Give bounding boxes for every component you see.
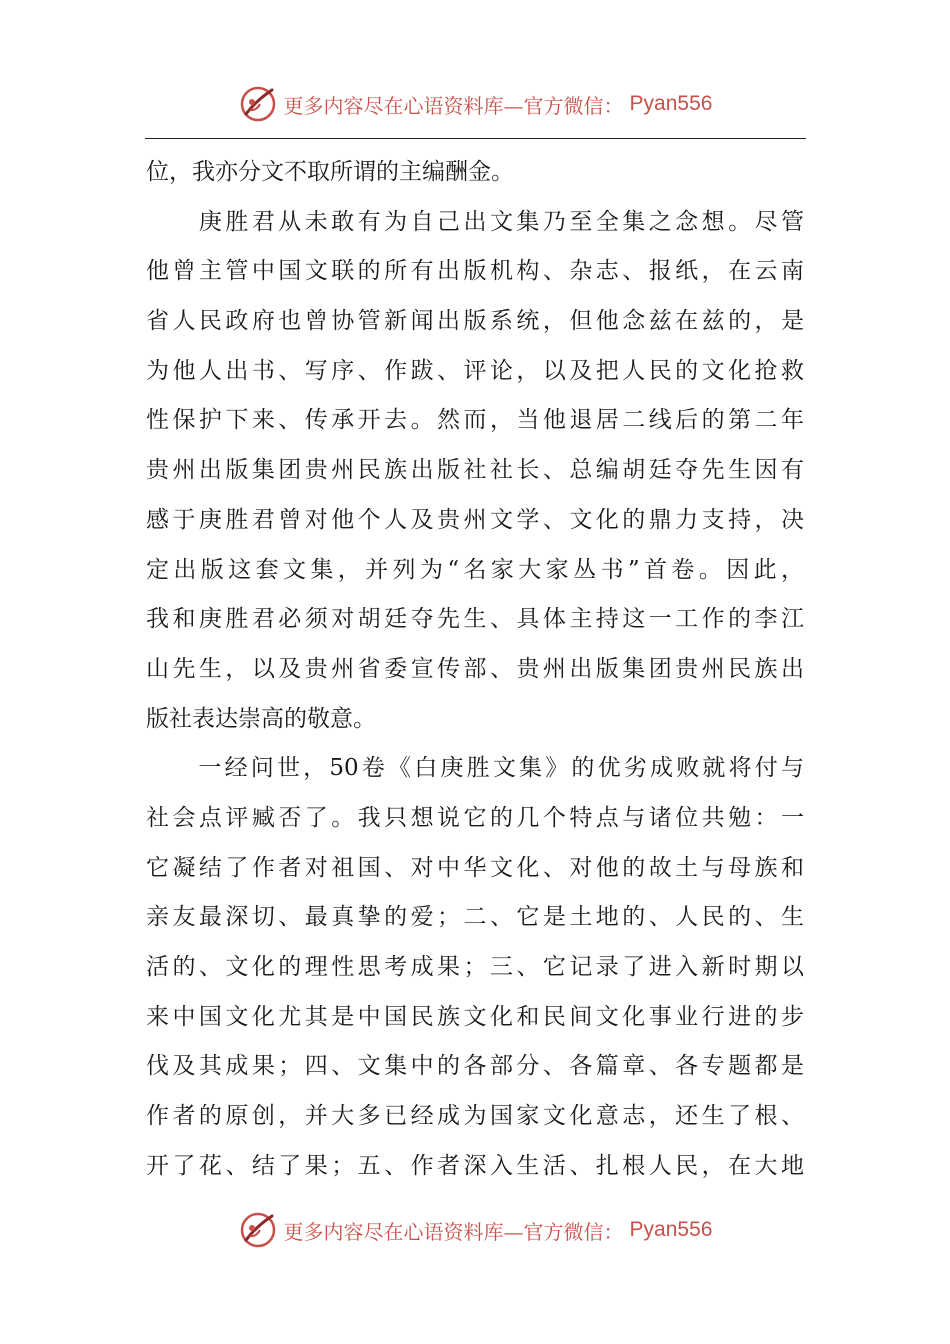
text-line: 一经问世，50卷《白庚胜文集》的优劣成败就将付与 — [146, 755, 804, 782]
text-line: 山先生，以及贵州省委宣传部、贵州出版集团贵州民族出 — [146, 655, 804, 682]
header-watermark-banner — [0, 82, 950, 126]
brush-logo-icon — [238, 84, 278, 124]
text-line: 定出版这套文集，并列为“名家大家丛书”首卷。因此， — [146, 556, 804, 583]
text-line: 省人民政府也曾协管新闻出版系统，但他念兹在兹的，是 — [146, 308, 804, 335]
header-banner-wechat-id: Pyan556 — [629, 92, 713, 115]
footer-banner-text: 更多内容尽在心语资料库—官方微信： — [283, 1219, 624, 1244]
footer-watermark-banner — [0, 1208, 950, 1252]
text-line: 版社表达崇高的敬意。 — [146, 705, 376, 732]
text-line: 性保护下来、传承开去。然而，当他退居二线后的第二年 — [146, 407, 804, 434]
header-rule — [145, 138, 806, 139]
brush-logo-icon — [238, 1210, 278, 1250]
footer-banner-wechat-id: Pyan556 — [629, 1218, 713, 1241]
text-line: 它凝结了作者对祖国、对中华文化、对他的故土与母族和 — [146, 854, 804, 881]
text-line: 我和庚胜君必须对胡廷夺先生、具体主持这一工作的李江 — [146, 606, 804, 633]
text-line: 作者的原创，并大多已经成为国家文化意志，还生了根、 — [146, 1103, 804, 1130]
document-body — [146, 148, 804, 1188]
text-line: 位，我亦分文不取所谓的主编酬金。 — [146, 159, 514, 185]
text-line: 活的、文化的理性思考成果；三、它记录了进入新时期以 — [146, 954, 804, 980]
text-line: 伐及其成果；四、文集中的各部分、各篇章、各专题都是 — [146, 1053, 804, 1080]
text-line: 社会点评臧否了。我只想说它的几个特点与诸位共勉：一 — [146, 804, 804, 831]
text-line: 庚胜君从未敢有为自己出文集乃至全集之念想。尽管 — [146, 208, 804, 235]
text-line: 来中国文化尤其是中国民族文化和民间文化事业行进的步 — [146, 1003, 804, 1030]
header-banner-text: 更多内容尽在心语资料库—官方微信： — [283, 93, 624, 118]
text-line: 感于庚胜君曾对他个人及贵州文学、文化的鼎力支持，决 — [146, 506, 804, 533]
text-line: 开了花、结了果；五、作者深入生活、扎根人民，在大地 — [146, 1152, 804, 1179]
text-line: 他曾主管中国文联的所有出版机构、杂志、报纸，在云南 — [146, 258, 804, 285]
text-line: 亲友最深切、最真挚的爱；二、它是土地的、人民的、生 — [146, 904, 804, 931]
text-line: 为他人出书、写序、作跋、评论，以及把人民的文化抢救 — [146, 357, 804, 384]
text-line: 贵州出版集团贵州民族出版社社长、总编胡廷夺先生因有 — [146, 457, 804, 484]
